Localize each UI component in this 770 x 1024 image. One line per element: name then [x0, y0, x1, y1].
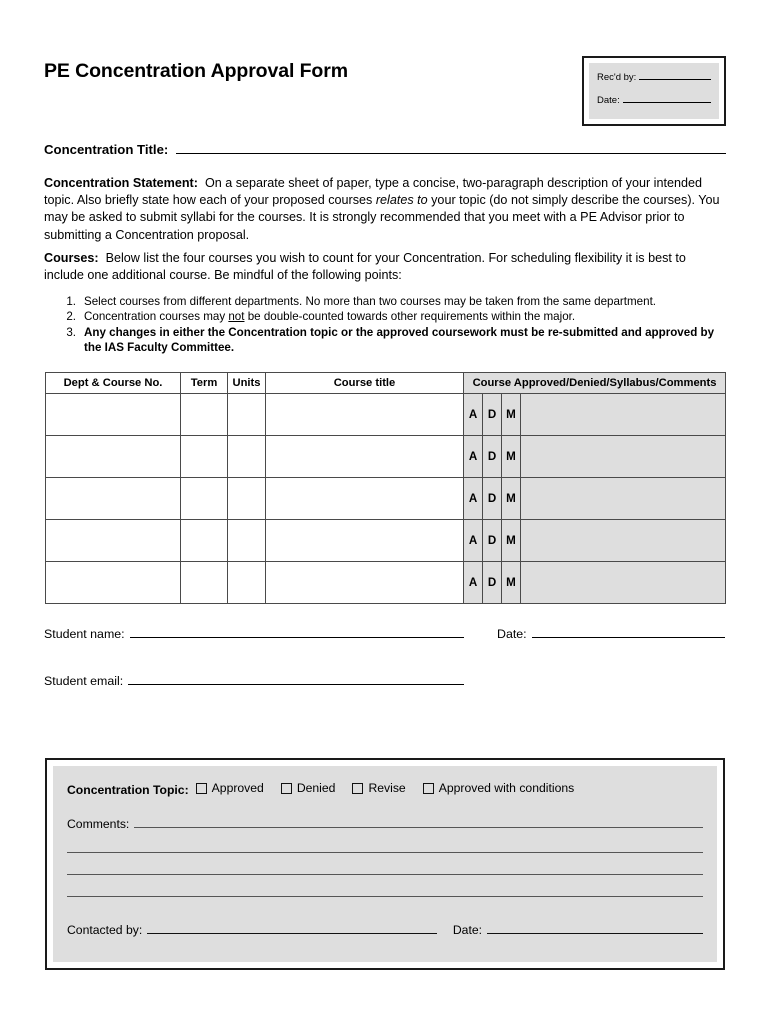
cell-course-title[interactable] [266, 436, 464, 478]
option-revise[interactable] [352, 781, 405, 795]
cell-course-title[interactable] [266, 394, 464, 436]
option-denied-label: Denied [296, 781, 336, 795]
concentration-statement-paragraph [44, 175, 726, 244]
option-approved-with-conditions-label: Approved with conditions [438, 781, 575, 795]
courses-table [45, 372, 726, 604]
option-approved-label: Approved [211, 781, 264, 795]
cell-dept[interactable] [46, 478, 181, 520]
column-header-approval: Course Approved/Denied/Syllabus/Comments [464, 373, 726, 394]
point-number: 3. [66, 325, 76, 339]
cell-mark-denied[interactable]: D [483, 436, 502, 478]
concentration-title-row [44, 141, 726, 157]
comments-blank-line[interactable] [67, 852, 703, 853]
concentration-statement-lead: Concentration Statement: [44, 176, 198, 190]
contacted-by-row [67, 922, 703, 937]
checkbox-icon[interactable] [281, 783, 292, 794]
cell-mark-modified[interactable]: M [502, 562, 521, 604]
cell-mark-modified[interactable]: M [502, 394, 521, 436]
cell-term[interactable] [181, 520, 228, 562]
courses-points-list [62, 294, 726, 356]
comments-input-rule[interactable] [134, 817, 703, 828]
comments-label: Comments: [67, 816, 130, 831]
concentration-topic-row [67, 781, 703, 797]
point-number: 1. [66, 295, 76, 308]
point-text-after: be double-counted towards other requirements within the major. [244, 310, 576, 324]
recd-by-input-rule[interactable] [639, 70, 711, 80]
cell-mark-denied[interactable]: D [483, 478, 502, 520]
student-email-row [44, 673, 464, 688]
comments-blank-line[interactable] [67, 874, 703, 875]
list-item [62, 309, 726, 324]
concentration-title-label: Concentration Title: [44, 142, 169, 157]
concentration-statement-italic: relates to [375, 193, 428, 208]
concentration-statement-text-2: your topic (do not simply describe the courses). You may be asked to submit syllabi for the courses. It is strongly recommended that you meet with a PE Advisor prior to submitting a Concentration proposal. [44, 193, 720, 242]
approval-decision-inner [53, 766, 717, 962]
cell-mark-approved[interactable]: A [464, 394, 483, 436]
point-text: Any changes in either the Concentration topic or the approved coursework must be re-submitted and approved by the IAS Faculty Committee. [84, 325, 715, 355]
recd-date-label: Date: [597, 95, 620, 106]
cell-units[interactable] [228, 436, 266, 478]
courses-intro-text: Below list the four courses you wish to count for your Concentration. For scheduling flexibility it is best to include one additional course. Be mindful of the following points: [44, 251, 686, 283]
courses-intro-lead: Courses: [44, 251, 99, 265]
cell-mark-denied[interactable]: D [483, 520, 502, 562]
cell-dept[interactable] [46, 520, 181, 562]
cell-mark-approved[interactable]: A [464, 478, 483, 520]
column-header-dept: Dept & Course No. [46, 373, 181, 394]
comments-blank-line[interactable] [67, 896, 703, 897]
contacted-by-input-rule[interactable] [147, 922, 437, 934]
column-header-course-title: Course title [266, 373, 464, 394]
checkbox-icon[interactable] [423, 783, 434, 794]
cell-mark-modified[interactable]: M [502, 436, 521, 478]
cell-units[interactable] [228, 394, 266, 436]
student-date-row [497, 626, 725, 641]
courses-intro-paragraph [44, 250, 726, 284]
cell-mark-modified[interactable]: M [502, 478, 521, 520]
student-name-row [44, 626, 464, 641]
cell-units[interactable] [228, 562, 266, 604]
concentration-statement-text-1: On a separate sheet of paper, type a concise, two-paragraph description of your intended topic. Also briefly state how each of your proposed courses [44, 176, 703, 208]
recd-by-label: Rec'd by: [597, 72, 637, 83]
student-date-label: Date: [497, 627, 527, 641]
point-text: Select courses from different departments. No more than two courses may be taken from the same department. [84, 295, 657, 308]
cell-dept[interactable] [46, 562, 181, 604]
cell-course-title[interactable] [266, 562, 464, 604]
recd-date-input-rule[interactable] [623, 93, 711, 103]
cell-term[interactable] [181, 562, 228, 604]
received-by-box [582, 56, 726, 126]
cell-dept[interactable] [46, 394, 181, 436]
comments-row [67, 817, 703, 831]
table-row [46, 436, 726, 478]
recd-by-row [597, 70, 711, 83]
list-item [62, 294, 726, 309]
student-name-label: Student name: [44, 627, 125, 641]
student-name-input-rule[interactable] [130, 626, 464, 638]
cell-comments[interactable] [521, 562, 726, 604]
form-header [44, 52, 726, 132]
cell-course-title[interactable] [266, 520, 464, 562]
student-date-input-rule[interactable] [532, 626, 725, 638]
cell-comments[interactable] [521, 520, 726, 562]
contacted-by-label: Contacted by: [67, 923, 143, 937]
checkbox-icon[interactable] [196, 783, 207, 794]
concentration-topic-label: Concentration Topic: [67, 782, 189, 797]
received-by-inner [589, 63, 719, 119]
cell-comments[interactable] [521, 478, 726, 520]
cell-dept[interactable] [46, 436, 181, 478]
table-row [46, 520, 726, 562]
student-email-input-rule[interactable] [128, 673, 464, 685]
cell-units[interactable] [228, 520, 266, 562]
cell-term[interactable] [181, 394, 228, 436]
point-number: 2. [66, 310, 76, 324]
cell-mark-approved[interactable]: A [464, 520, 483, 562]
contact-date-input-rule[interactable] [487, 922, 703, 934]
cell-course-title[interactable] [266, 478, 464, 520]
option-denied[interactable] [281, 781, 336, 795]
courses-table-body [46, 394, 726, 604]
cell-comments[interactable] [521, 394, 726, 436]
cell-mark-denied[interactable]: D [483, 394, 502, 436]
cell-mark-modified[interactable]: M [502, 520, 521, 562]
page-title: PE Concentration Approval Form [44, 60, 348, 82]
cell-comments[interactable] [521, 436, 726, 478]
cell-mark-approved[interactable]: A [464, 436, 483, 478]
student-email-label: Student email: [44, 674, 124, 688]
column-header-term: Term [181, 373, 228, 394]
contact-date-label: Date: [452, 923, 482, 937]
cell-mark-denied[interactable]: D [483, 562, 502, 604]
table-header-row [46, 373, 726, 394]
table-row [46, 478, 726, 520]
list-item [62, 325, 726, 356]
column-header-units: Units [228, 373, 266, 394]
table-row [46, 562, 726, 604]
cell-units[interactable] [228, 478, 266, 520]
point-text [84, 309, 726, 324]
cell-term[interactable] [181, 478, 228, 520]
point-text-underlined: not [228, 310, 245, 324]
point-text-before: Concentration courses may [84, 310, 229, 324]
option-revise-label: Revise [368, 781, 406, 795]
concentration-title-input-rule[interactable] [176, 141, 726, 154]
option-approved-with-conditions[interactable] [423, 781, 575, 795]
approval-decision-box [45, 758, 725, 970]
recd-date-row [597, 93, 711, 106]
cell-mark-approved[interactable]: A [464, 562, 483, 604]
option-approved[interactable] [196, 781, 264, 795]
table-row [46, 394, 726, 436]
cell-term[interactable] [181, 436, 228, 478]
checkbox-icon[interactable] [352, 783, 363, 794]
